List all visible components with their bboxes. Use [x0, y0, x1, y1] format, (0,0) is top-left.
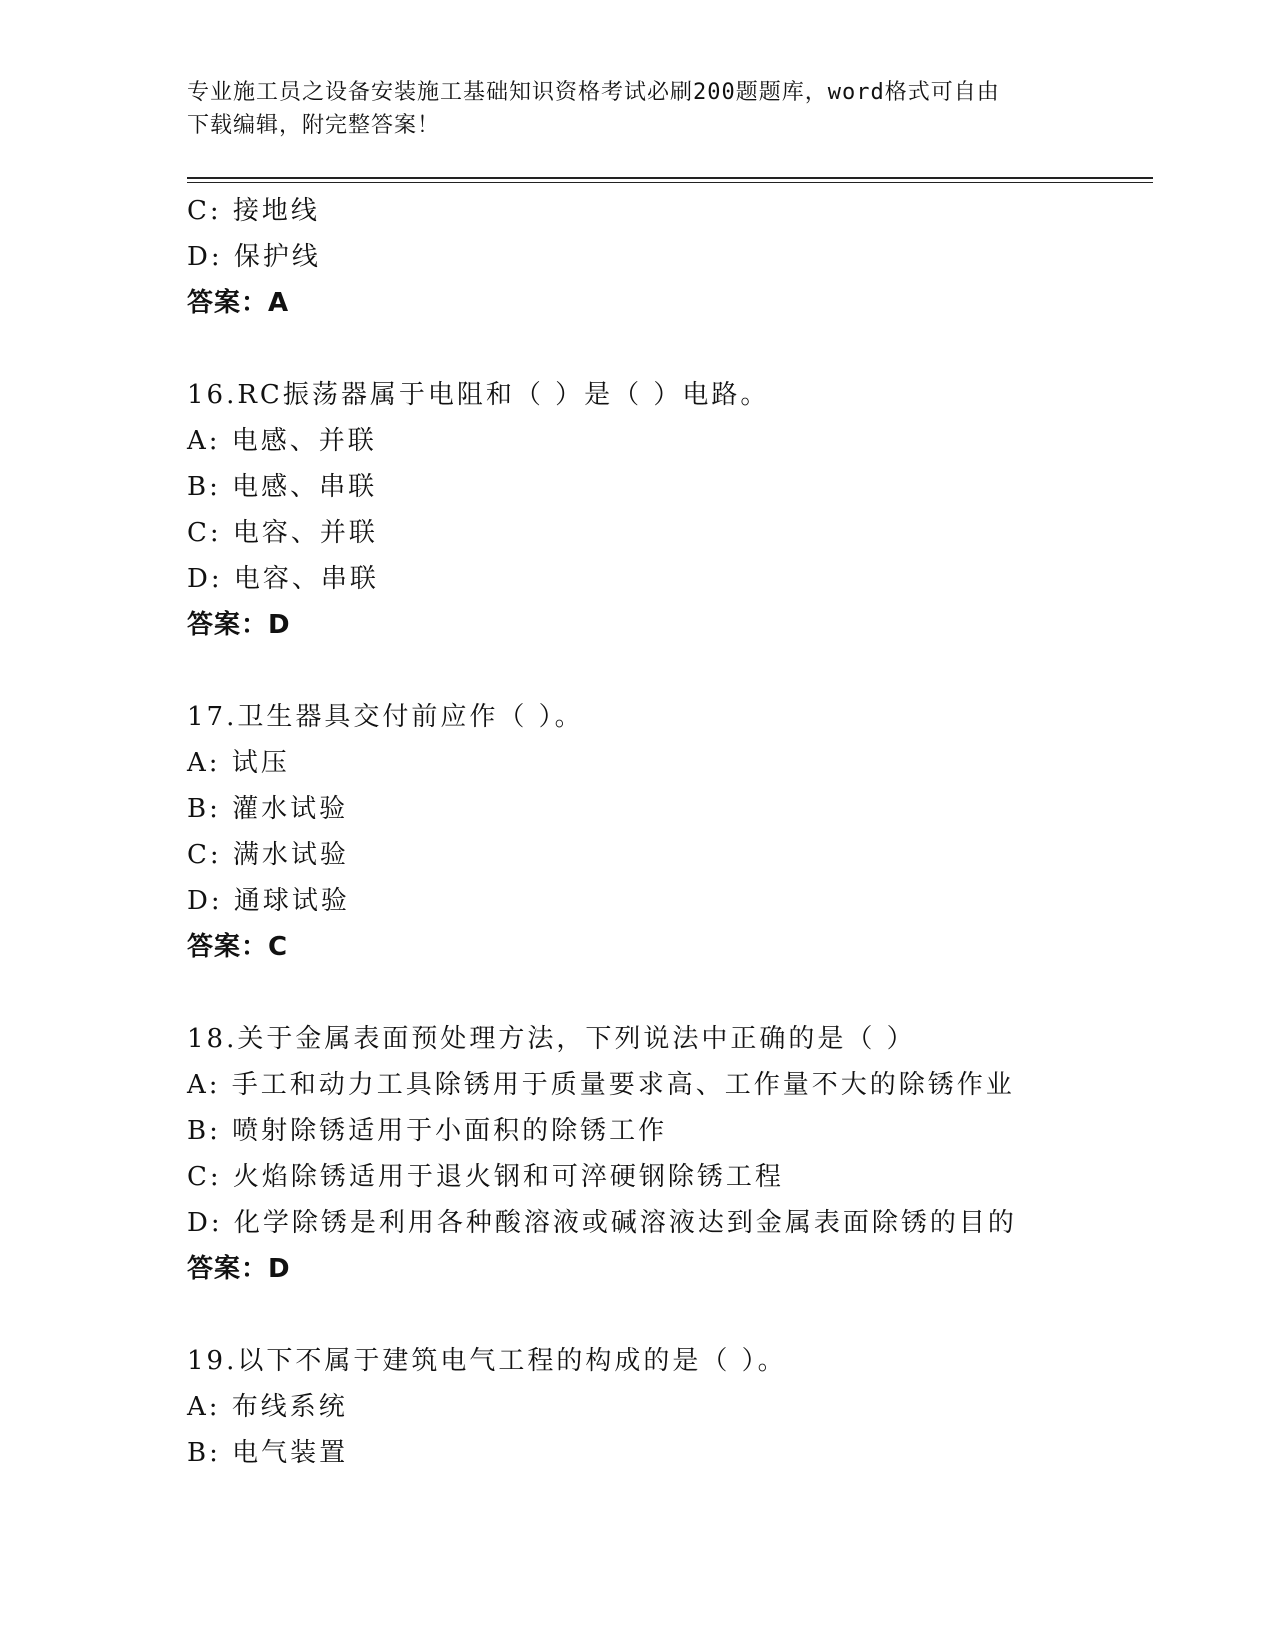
question-16	[187, 372, 1153, 648]
option-b: B: 喷射除锈适用于小面积的除锈工作	[187, 1116, 668, 1146]
option-a: A: 试压	[187, 748, 290, 778]
question-list	[187, 188, 1153, 1476]
option-a: A: 布线系统	[187, 1392, 348, 1422]
option-b: B: 灌水试验	[187, 794, 349, 824]
question-stem: 18.关于金属表面预处理方法，下列说法中正确的是（ ）	[187, 1024, 916, 1054]
question-15-tail	[187, 188, 1153, 326]
question-stem: 16.RC振荡器属于电阻和（ ）是（ ）电路。	[187, 380, 770, 410]
option-c: C: 满水试验	[187, 840, 349, 870]
answer-line: 答案：D	[187, 610, 291, 640]
option-c: C: 接地线	[187, 196, 320, 226]
option-b: B: 电感、串联	[187, 472, 378, 502]
question-19	[187, 1338, 1153, 1476]
option-c: C: 火焰除锈适用于退火钢和可淬硬钢除锈工程	[187, 1162, 784, 1192]
spacer	[187, 1292, 1153, 1338]
option-d: D: 通球试验	[187, 886, 350, 916]
spacer	[187, 970, 1153, 1016]
option-a: A: 电感、并联	[187, 426, 377, 456]
option-c: C: 电容、并联	[187, 518, 378, 548]
question-stem: 17.卫生器具交付前应作（ ）。	[187, 702, 584, 732]
header-line-1: 专业施工员之设备安装施工基础知识资格考试必刷200题题库，word格式可自由	[187, 80, 1000, 105]
answer-line: 答案：A	[187, 288, 290, 318]
answer-line: 答案：C	[187, 932, 289, 962]
option-d: D: 电容、串联	[187, 564, 379, 594]
header-line-2: 下载编辑，附完整答案！	[187, 113, 441, 138]
spacer	[187, 326, 1153, 372]
header-divider-thick	[187, 177, 1153, 179]
header-divider-thin	[187, 182, 1153, 183]
option-a: A: 手工和动力工具除锈用于质量要求高、工作量不大的除锈作业	[187, 1070, 1015, 1100]
question-18	[187, 1016, 1153, 1292]
answer-line: 答案：D	[187, 1254, 291, 1284]
option-d: D: 化学除锈是利用各种酸溶液或碱溶液达到金属表面除锈的目的	[187, 1208, 1017, 1238]
question-stem: 19.以下不属于建筑电气工程的构成的是（ ）。	[187, 1346, 787, 1376]
question-17	[187, 694, 1153, 970]
option-b: B: 电气装置	[187, 1438, 349, 1468]
spacer	[187, 648, 1153, 694]
document-header	[187, 76, 1087, 142]
option-d: D: 保护线	[187, 242, 321, 272]
